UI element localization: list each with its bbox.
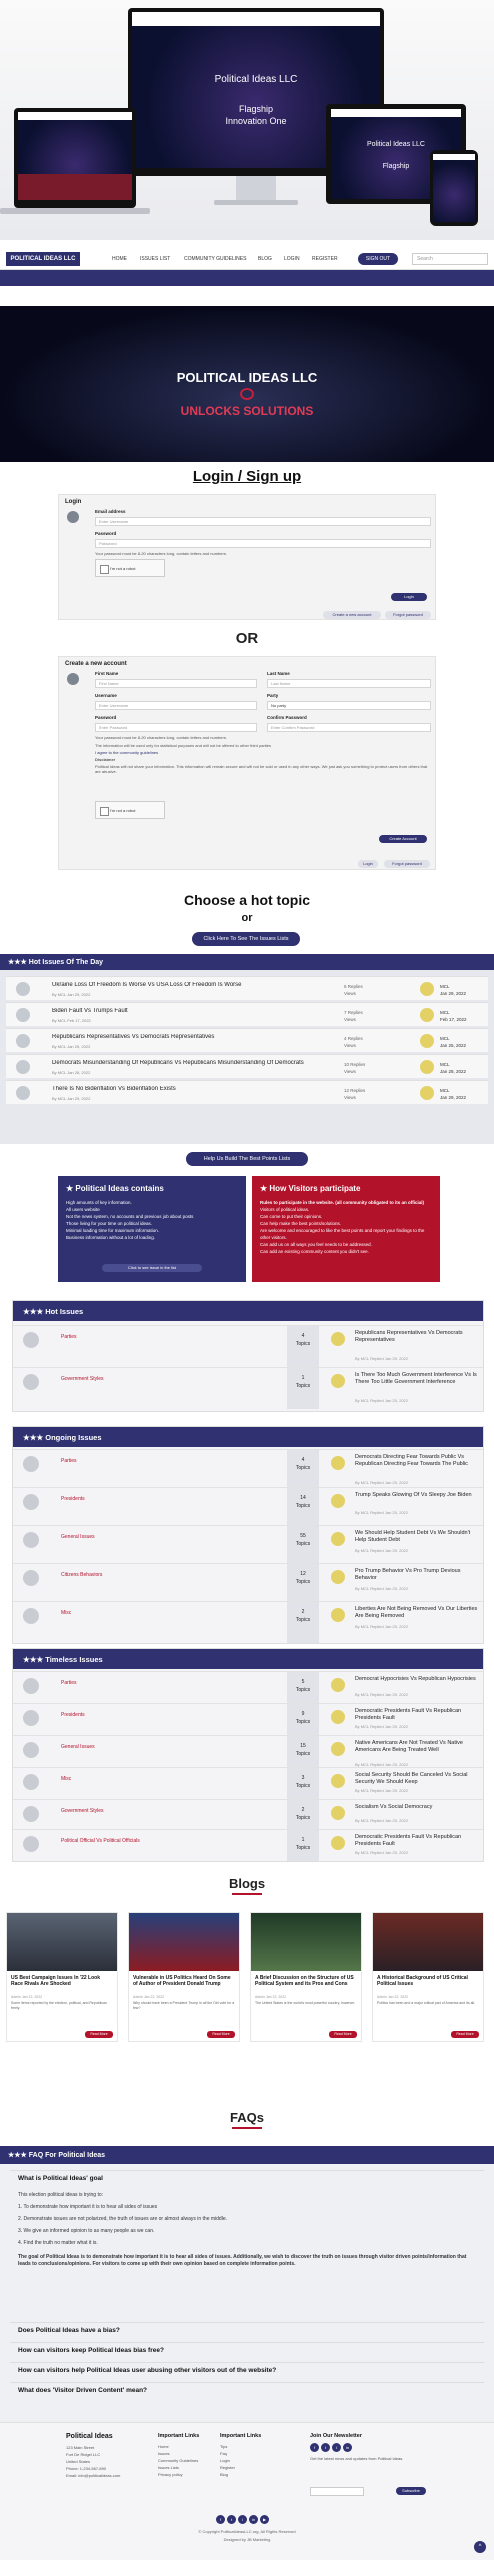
tablet: Political Ideas LLC Flagship <box>326 104 466 204</box>
nav-strip <box>0 270 494 286</box>
signup-password-field[interactable]: Enter Password <box>95 723 257 732</box>
avatar <box>16 1008 30 1022</box>
forum-icon <box>23 1710 39 1726</box>
agree-checkbox[interactable]: I agree to the community guidelines <box>95 750 159 755</box>
faq-heading: FAQs <box>0 2110 494 2129</box>
forgot-password-link[interactable]: Forgot password <box>385 611 431 619</box>
banner-subtitle: UNLOCKS SOLUTIONS <box>180 404 314 418</box>
footer-link[interactable]: Issues Lists <box>158 2465 179 2470</box>
site-logo[interactable]: POLITICAL IDEAS LLC <box>6 252 80 266</box>
avatar <box>331 1836 345 1850</box>
list-item[interactable]: Ukraine Loss Of Freedom Is Worse Vs USA Loss Of Freedom Is Worse By MCL Jan 29, 2022 5 Replies Views MCL Jan 29, 2022 <box>6 976 488 1000</box>
facebook-icon[interactable]: f <box>216 2515 225 2524</box>
forum-icon <box>23 1806 39 1822</box>
avatar <box>331 1494 345 1508</box>
nav-blog[interactable]: BLOG <box>258 256 272 262</box>
blog-card[interactable]: Vulnerable in US Politics Heard On Some of Author of President Donald Trump Admin Jan 22, 2022 Why should have been a President Trump in all the Old vote for a few? Read More <box>128 1912 240 2042</box>
hero-devices-image <box>0 0 494 240</box>
table-row[interactable]: Presidents 9 Topics Democratic Presidents Fault Vs Republican Presidents Fault By MCL Replied Jan 25, 2022 <box>13 1703 483 1735</box>
list-item[interactable]: There Is No Bidenflation Vs Bidenflation Exists By MCL Jan 29, 2022 12 Replies Views MCL Jan 29, 2022 <box>6 1080 488 1104</box>
table-row[interactable]: Presidents 14 Topics Trump Speaks Glowing Of Vs Sleepy Joe Biden By MCL Replied Jan 25, 2022 <box>13 1487 483 1525</box>
instagram-icon[interactable]: i <box>332 2443 341 2452</box>
read-more-button[interactable]: Read More <box>329 2031 357 2038</box>
footer-link[interactable]: Login <box>220 2458 230 2463</box>
avatar <box>331 1532 345 1546</box>
blog-image <box>7 1913 117 1971</box>
avatar <box>420 1008 434 1022</box>
signup-panel: Create a new account First Name First Name Last Name Last Name Username Enter Username Party No party Password Enter Password Confirm Password Enter Confirm Password Your password must be 8-20 characters long, contain letters and numbers. The information will be used only for statistical purposes and will not be offered to other third parties I agree to the community guidelines Disclaimer Political Ideas will not share your information. This information will remain secure and will not be sold or used in any other ways. We just ask you something to protect users from others that are abusive. I'm not a robot Create Account <box>58 656 436 870</box>
forum-icon <box>23 1570 39 1586</box>
avatar <box>420 982 434 996</box>
forum-icon <box>23 1332 39 1348</box>
avatar <box>67 511 79 523</box>
table-row[interactable]: Political Official Vs Political Officials 1 Topics Democratic Presidents Fault Vs Republican Presidents Fault By MCL Replied Jan 25, 2022 <box>13 1829 483 1861</box>
table-row[interactable]: Misc 3 Topics Social Security Should Be Canceled Vs Social Security We Should Keep By MCL Replied Jan 25, 2022 <box>13 1767 483 1799</box>
last-name-field[interactable]: Last Name <box>267 679 431 688</box>
login-link[interactable]: Login <box>358 860 378 868</box>
signout-button[interactable]: SIGN OUT <box>358 253 398 265</box>
table-row[interactable]: Misc 2 Topics Liberties Are Not Being Removed Vs Our Liberties Are Being Removed By MCL Replied Jan 25, 2022 <box>13 1601 483 1643</box>
forum-icon <box>23 1678 39 1694</box>
table-row[interactable]: Citizens Behaviors 12 Topics Pro Trump Behavior Vs Pro Trump Devious Behavior By MCL Replied Jan 25, 2022 <box>13 1563 483 1601</box>
faq-question[interactable]: What does 'Visitor Driven Content' mean? <box>10 2382 484 2398</box>
blog-image <box>129 1913 239 1971</box>
subscribe-button[interactable]: Subscribe <box>396 2487 426 2495</box>
avatar <box>420 1060 434 1074</box>
copyright: © Copyright PoliticalIdeasLLC.org, All Rights Reserved <box>198 2529 296 2534</box>
laptop <box>14 108 136 208</box>
avatar <box>16 982 30 996</box>
search-input[interactable]: Search <box>412 253 488 265</box>
table-row[interactable]: Parties 4 Topics Democrats Directing Fear Towards Public Vs Republican Directing Fear Towards The Public By MCL Replied Jan 25, 2022 <box>13 1449 483 1487</box>
create-account-link[interactable]: Create a new account <box>323 611 381 619</box>
top-navbar <box>0 248 494 270</box>
forum-icon <box>23 1494 39 1510</box>
hot-issues-forum: ★★★ Hot Issues Parties 4 Topics Republicans Representatives Vs Democrats Representatives By MCL Replied Jan 25, 2022 Government Styles 1 Topics Is There Too Much Government Interference Vs Is There Too Little Government Interference By MCL Replied Jan 25, 2022 <box>12 1300 484 1412</box>
forum-icon <box>23 1456 39 1472</box>
nav-issues-list[interactable]: ISSUES LIST <box>140 256 171 262</box>
timeless-issues-forum: ★★★ Timeless Issues Parties 5 Topics Democrat Hypocrisies Vs Republican Hypocrisies By MCL Replied Jan 25, 2022 Presidents 9 Topics Democratic Presidents Fault Vs Republican Presidents Fault By MCL Replied Jan 25, 2022 General Issues 15 Topics Native Americans Are Not Treated Vs Native Americans Are Being Treated Well By MCL Replied Jan 25, 2022 Misc 3 Topics Social Security Should Be Canceled Vs Social Security We Should Keep By MCL Replied Jan 25, 2022 Government Styles 2 Topics Socialism Vs Social Democracy By MCL Replied Jan 25, 2022 Political Official Vs Political Officials 1 Topics Democratic Presidents Fault Vs Republican Presidents Fault By MCL Replied Jan 25, 2022 <box>12 1648 484 1862</box>
captcha-checkbox[interactable]: I'm not a robot <box>95 559 165 577</box>
list-item[interactable]: Biden Fault Vs Trumps Fault By MCL Feb 17, 2022 7 Replies Views MCL Feb 17, 2022 <box>6 1002 488 1026</box>
avatar <box>16 1060 30 1074</box>
credit: Designed by JB Marketing <box>223 2537 271 2542</box>
avatar <box>16 1034 30 1048</box>
forum-icon <box>23 1774 39 1790</box>
faq-section: ★★★ FAQ For Political Ideas What is Political Ideas' goal This election political ideas is trying to: 1. To demonstrate how important it is to hear all sides of issues 2. Demonstrate issues are not polarized, the truth of issues are or almost always in the middle. 3. We give an informed opinion to as many people as we can. 4. Find the truth no matter what it is. The goal of Political Ideas is to demonstrate how important it is to hear all sides of issues. Additionally, we wish to discover the truth on issues through visitor driven points/information that leads to conclusions/opinions. For visitors to come up with their own opinion based on complete information points. Does Political Ideas have a bias? How can visitors keep Political Ideas bias free? How can visitors help Political Ideas user abusing other visitors out of the website? What does 'Visitor Driven Content' mean? <box>0 2146 494 2422</box>
topic-heading: Choose a hot topic <box>184 892 310 908</box>
youtube-icon[interactable]: ▶ <box>260 2515 269 2524</box>
nav-register[interactable]: REGISTER <box>312 256 338 262</box>
footer-brand: Political Ideas <box>66 2433 113 2440</box>
forum-icon <box>23 1532 39 1548</box>
login-heading: Login / Sign up <box>192 468 302 485</box>
chevron-up-icon[interactable]: ^ <box>474 2541 486 2553</box>
ongoing-issues-forum: ★★★ Ongoing Issues Parties 4 Topics Democrats Directing Fear Towards Public Vs Republican Directing Fear Towards The Public By MCL Replied Jan 25, 2022 Presidents 14 Topics Trump Speaks Glowing Of Vs Sleepy Joe Biden By MCL Replied Jan 25, 2022 General Issues 55 Topics We Should Help Student Debt Vs We Shouldn't Help Student Debt By MCL Replied Jan 25, 2022 Citizens Behaviors 12 Topics Pro Trump Behavior Vs Pro Trump Devious Behavior By MCL Replied Jan 25, 2022 Misc 2 Topics Liberties Are Not Being Removed Vs Our Liberties Are Being Removed By MCL Replied Jan 25, 2022 <box>12 1426 484 1644</box>
nav-login[interactable]: LOGIN <box>284 256 300 262</box>
list-item[interactable]: Democrats Misunderstanding Of Republicans Vs Republicans Misunderstanding Of Democrats By MCL Jan 28, 2022 10 Replies Views MCL Jan 28, 2022 <box>6 1054 488 1078</box>
party-select[interactable]: No party <box>267 701 431 710</box>
table-row[interactable]: Parties 5 Topics Democrat Hypocrisies Vs Republican Hypocrisies By MCL Replied Jan 25, 2022 <box>13 1671 483 1703</box>
faq-question[interactable]: What is Political Ideas' goal <box>10 2170 484 2186</box>
monitor: Political Ideas LLC Flagship Innovation One <box>128 8 384 176</box>
password-field[interactable]: Password <box>95 539 431 548</box>
forum-icon <box>23 1608 39 1624</box>
read-more-button[interactable]: Read More <box>451 2031 479 2038</box>
facebook-icon[interactable]: f <box>310 2443 319 2452</box>
nav-home[interactable]: HOME <box>112 256 127 262</box>
footer-link[interactable]: Community Guidelines <box>158 2458 199 2463</box>
nav-community-guidelines[interactable]: COMMUNITY GUIDELINES <box>184 256 247 262</box>
twitter-icon[interactable]: t <box>227 2515 236 2524</box>
avatar <box>16 1086 30 1100</box>
footer-link[interactable]: Register <box>220 2465 235 2470</box>
table-row[interactable]: Government Styles 2 Topics Socialism Vs Social Democracy By MCL Replied Jan 25, 2022 <box>13 1799 483 1829</box>
avatar <box>331 1374 345 1388</box>
login-panel: Login Email address Enter Username Password Password Your password must be 8-20 characters long, contain letters and numbers. I'm not a robot Login Create a new account Forgot password <box>58 494 436 620</box>
avatar <box>331 1710 345 1724</box>
table-row[interactable]: Parties 4 Topics Republicans Representatives Vs Democrats Representatives By MCL Replied Jan 25, 2022 <box>13 1325 483 1367</box>
lock-icon <box>240 388 254 400</box>
newsletter-email-input[interactable] <box>310 2487 364 2496</box>
email-field[interactable]: Enter Username <box>95 517 431 526</box>
first-name-field[interactable]: First Name <box>95 679 257 688</box>
hero-banner <box>0 306 494 462</box>
read-more-button[interactable]: Read More <box>207 2031 235 2038</box>
linkedin-icon[interactable]: in <box>249 2515 258 2524</box>
avatar <box>331 1806 345 1820</box>
blog-card[interactable]: US Best Campaign Issues In '22 Look Race Rivals Are Shocked Admin Jan 22, 2022 Some items reported by the election, political, and Republican freely. Read More <box>6 1912 118 2042</box>
footer-link[interactable]: Tips <box>220 2444 228 2449</box>
blogs-heading: Blogs <box>0 1876 494 1895</box>
forum-icon <box>23 1374 39 1390</box>
faq-question[interactable]: How can visitors help Political Ideas user abusing other visitors out of the website? <box>10 2362 484 2378</box>
read-more-button[interactable]: Read More <box>85 2031 113 2038</box>
topic-or: or <box>241 912 253 924</box>
footer-link[interactable]: Blog <box>220 2472 229 2477</box>
list-item[interactable]: Republicans Representatives Vs Democrats Representatives By MCL Jan 25, 2022 4 Replies Views MCL Jan 25, 2022 <box>6 1028 488 1052</box>
hot-issues-of-the-day: ★★★ Hot Issues Of The Day Ukraine Loss Of Freedom Is Worse Vs USA Loss Of Freedom Is Worse By MCL Jan 29, 2022 5 Replies Views MCL Jan 29, 2022 Biden Fault Vs Trumps Fault By MCL Feb 17, 2022 7 Replies Views MCL Feb 17, 2022 Republicans Representatives Vs Democrats Representatives By MCL Jan 25, 2022 4 Replies Views MCL Jan 25, 2022 Democrats Misunderstanding Of Republicans Vs Republicans Misunderstanding Of Democrats By MCL Jan 28, 2022 10 Replies Views MCL Jan 28, 2022 There Is No Bidenflation Vs Bidenflation Exists By MCL Jan 29, 2022 12 Replies Views MCL Jan 29, 2022 <box>0 954 494 1144</box>
contains-box: ★ Political Ideas contains High amounts of key information. All users website Not the news system, no accounts and previous job about posts Those living for your time on political ideas. Minimal loading time for maximum information. Business information without a lot of loading. Click to see issue in the list <box>58 1176 246 1282</box>
build-points-button[interactable]: Help Us Build The Best Points Lists <box>186 1152 308 1166</box>
phone <box>430 150 478 226</box>
footer-link[interactable]: Issues <box>158 2451 170 2456</box>
avatar <box>331 1456 345 1470</box>
table-row[interactable]: Government Styles 1 Topics Is There Too Much Government Interference Vs Is There Too Little Government Interference By MCL Replied Jan 25, 2022 <box>13 1367 483 1409</box>
avatar <box>331 1570 345 1584</box>
linkedin-icon[interactable]: in <box>343 2443 352 2452</box>
confirm-password-field[interactable]: Enter Confirm Password <box>267 723 431 732</box>
issues-list-button[interactable]: Click Here To See The Issues Lists <box>192 932 300 946</box>
faq-question[interactable]: Does Political Ideas have a bias? <box>10 2322 484 2338</box>
forum-icon <box>23 1836 39 1852</box>
footer-link[interactable]: Home <box>158 2444 169 2449</box>
banner-title: POLITICAL IDEAS LLC <box>176 370 318 385</box>
avatar <box>331 1332 345 1346</box>
avatar <box>331 1774 345 1788</box>
footer: Political Ideas 123 Main Street Fort De Ridgel LLC United States Phone: 1-234-567-890 Email: info@politicalideas.com Important Links Home Issues Community Guidelines Issues Lists Privacy policy Important Links Tips Faq Login Register Blog Join Our Newsletter Get the latest news and updates from Political Ideas. Subscribe f t i in f t i in ▶ © Copyright PoliticalIdeasLLC.org, All Rights Reserved Designed by JB Marketing ^ <box>0 2422 494 2560</box>
participate-box: ★ How Visitors participate Rules to participate in the website. (all community obligated to its an official) Visitors of political ideas. Can come to put their opinions. Can help make the best points/solutions. Are welcome and encouraged to like the best points and report your findings to the other visitors. Can add us on all ways you feel needs to be addressed. Can add an existing community content you didn't see. <box>252 1176 440 1282</box>
create-account-button[interactable]: Create Account <box>379 835 427 843</box>
table-row[interactable]: General Issues 15 Topics Native Americans Are Not Treated Vs Native Americans Are Being Treated Well By MCL Replied Jan 25, 2022 <box>13 1735 483 1767</box>
blog-image <box>373 1913 483 1971</box>
forum-icon <box>23 1742 39 1758</box>
avatar <box>420 1034 434 1048</box>
blog-image <box>251 1913 361 1971</box>
login-button[interactable]: Login <box>391 593 427 601</box>
see-issue-button[interactable]: Click to see issue in the list <box>102 1264 202 1272</box>
blog-card[interactable]: A Brief Discussion on the Structure of US Political System and its Pros and Cons Admin Jan 22, 2022 The United States is the world's most powerful country, however. Read More <box>250 1912 362 2042</box>
footer-link[interactable]: Faq <box>220 2451 227 2456</box>
avatar <box>331 1678 345 1692</box>
footer-link[interactable]: Privacy policy <box>158 2472 183 2477</box>
blog-card[interactable]: A Historical Background of US Critical Political Issues Admin Jan 22, 2022 Politics has been and a major critical part of America and its all. Read More <box>372 1912 484 2042</box>
table-row[interactable]: General Issues 55 Topics We Should Help Student Debt Vs We Shouldn't Help Student Debt By MCL Replied Jan 25, 2022 <box>13 1525 483 1563</box>
twitter-icon[interactable]: t <box>321 2443 330 2452</box>
avatar <box>67 673 79 685</box>
login-title: Login <box>65 499 82 505</box>
forgot-password-link[interactable]: Forgot password <box>384 860 430 868</box>
avatar <box>331 1608 345 1622</box>
instagram-icon[interactable]: i <box>238 2515 247 2524</box>
faq-question[interactable]: How can visitors keep Political Ideas bias free? <box>10 2342 484 2358</box>
avatar <box>331 1742 345 1756</box>
monitor-stand <box>236 176 276 202</box>
username-field[interactable]: Enter Username <box>95 701 257 710</box>
signup-title: Create a new account <box>65 661 127 667</box>
captcha-checkbox[interactable]: I'm not a robot <box>95 801 165 819</box>
or-divider: OR <box>235 630 259 647</box>
avatar <box>420 1086 434 1100</box>
